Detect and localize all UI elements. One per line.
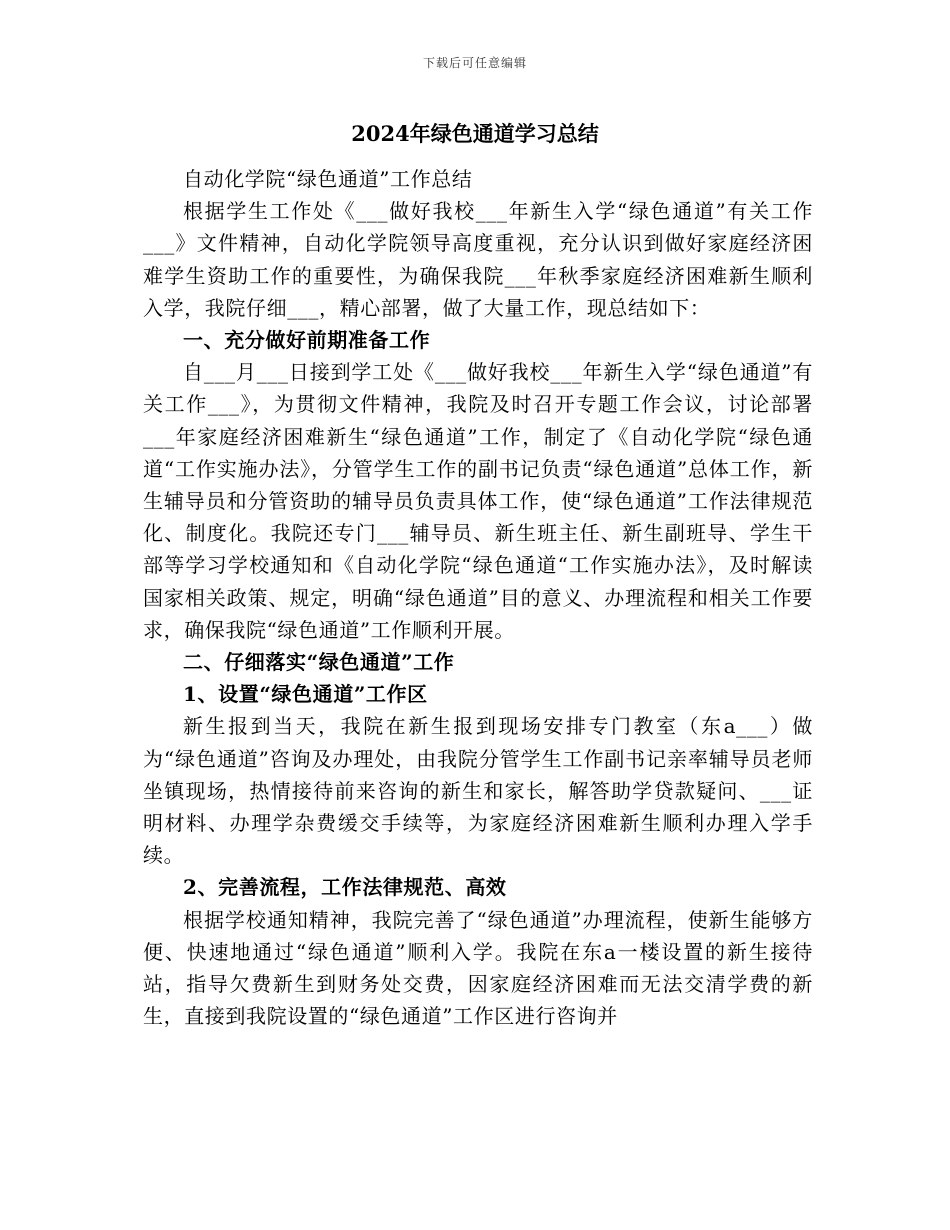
document-body xyxy=(143,163,813,1032)
paragraph-subsection-1: 新生报到当天，我院在新生报到现场安排专门教室（东a___）做为“绿色通道”咨询及办理处，由我院分管学生工作副书记亲率辅导员老师坐镇现场，热情接待前来咨询的新生和家长，解答助学贷款疑问、___证明材料、办理学杂费缓交手续等，为家庭经济困难新生顺利办理入学手续。 xyxy=(143,714,813,868)
paragraph-section-1: 自___月___日接到学工处《___做好我校___年新生入学“绿色通道”有关工作___》，为贯彻文件精神，我院及时召开专题工作会议，讨论部署___年家庭经济困难新生“绿色通道”工作，制定了《自动化学院“绿色通道“工作实施办法》，分管学生工作的副书记负责“绿色通道”总体工作，新生辅导员和分管资助的辅导员负责具体工作，使“绿色通道”工作法律规范化、制度化。我院还专门___辅导员、新生班主任、新生副班导、学生干部等学习学校通知和《自动化学院“绿色通道“工作实施办法》，及时解读国家相关政策、规定，明确“绿色通道”目的意义、办理流程和相关工作要求，确保我院“绿色通道”工作顺利开展。 xyxy=(143,360,813,642)
subsection-heading-2: 2、完善流程，工作法律规范、高效 xyxy=(183,875,507,900)
section-heading-2: 二、仔细落实“绿色通道”工作 xyxy=(183,650,455,675)
header-note: 下载后可任意编辑 xyxy=(422,56,527,70)
document-title: 2024年绿色通道学习总结 xyxy=(351,121,599,146)
paragraph-subtitle: 自动化学院“绿色通道”工作总结 xyxy=(183,167,473,191)
subsection-heading-1: 1、设置“绿色通道”工作区 xyxy=(183,682,428,707)
section-heading-1: 一、充分做好前期准备工作 xyxy=(183,328,431,353)
paragraph-subsection-2: 根据学校通知精神，我院完善了“绿色通道”办理流程，使新生能够方便、快速地通过“绿色通道”顺利入学。我院在东a一楼设置的新生接待站，指导欠费新生到财务处交费，因家庭经济困难而无法交清学费的新生，直接到我院设置的“绿色通道”工作区进行咨询并 xyxy=(143,907,813,1029)
paragraph-intro: 根据学生工作处《___做好我校___年新生入学“绿色通道”有关工作___》文件精神，自动化学院领导高度重视，充分认识到做好家庭经济困难学生资助工作的重要性，为确保我院___年秋季家庭经济困难新生顺利入学，我院仔细___，精心部署，做了大量工作，现总结如下： xyxy=(143,199,813,320)
